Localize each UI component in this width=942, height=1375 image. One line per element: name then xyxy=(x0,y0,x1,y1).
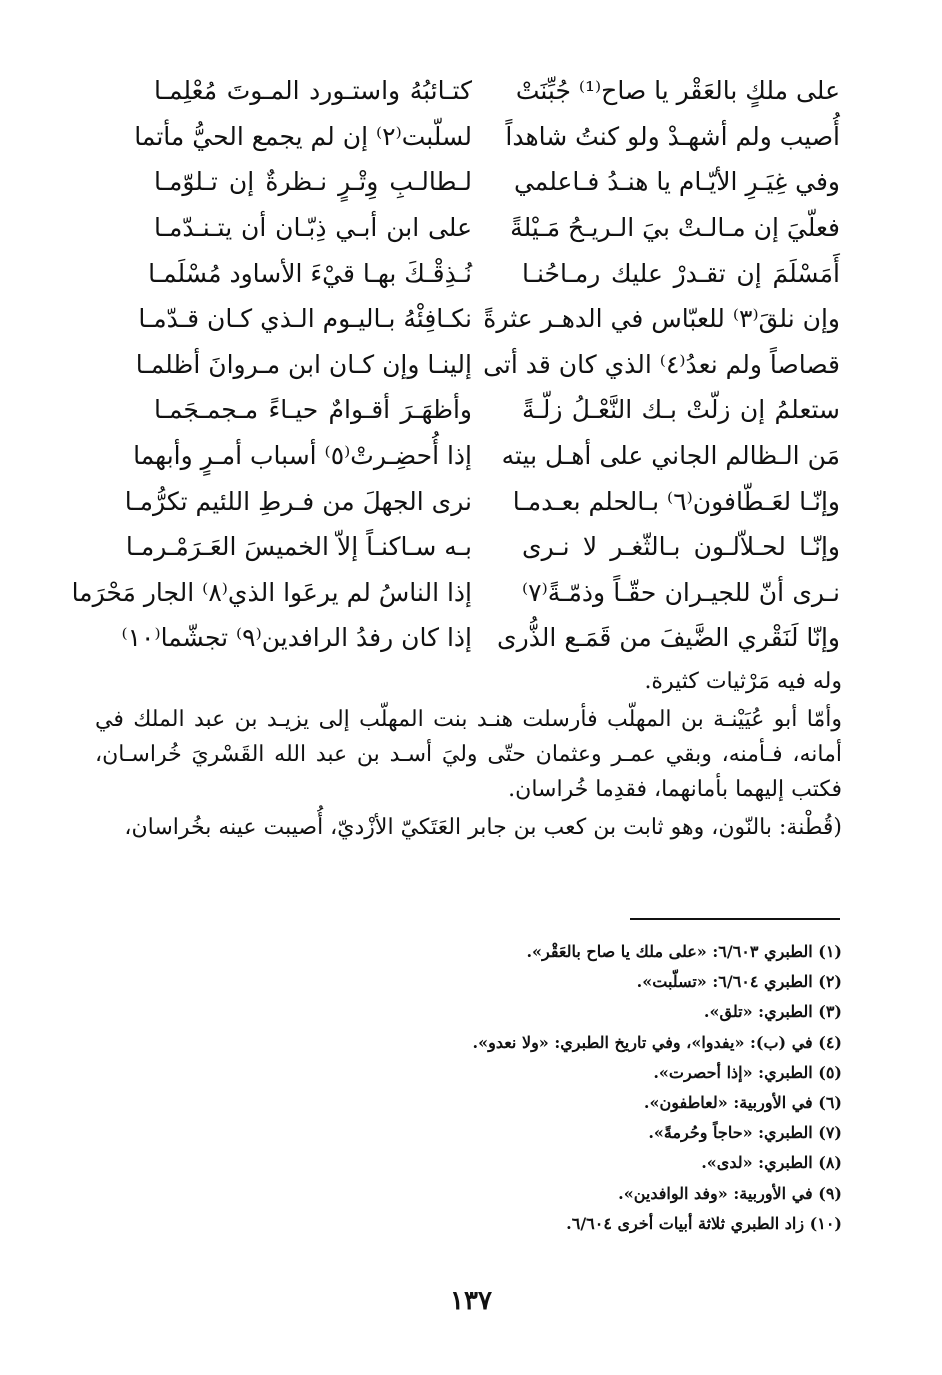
verse xyxy=(135,342,840,388)
verse xyxy=(140,159,840,205)
verse xyxy=(71,570,840,616)
verse-second-half: لسلّبت⁽٢⁾ إن لم يجمع الحيُّ مأتما xyxy=(134,121,472,151)
verse xyxy=(140,387,840,433)
prose-paragraph: (قُطْنة: بالنّون، وهو ثابت بن كعب بن جابر العَتَكيّ الأزْديّ، أُصيبت عينه بخُراسان، xyxy=(124,815,842,840)
verse-second-half: إذا كان رفدُ الرافدين⁽٩⁾ تجشّما⁽١٠⁾ xyxy=(121,623,472,653)
footnote-divider xyxy=(630,918,840,920)
verse xyxy=(134,114,840,160)
verse-first-half: وإنّـا لحـلاّلـون بـالثّغـر لا نـرى xyxy=(522,532,840,562)
verse-second-half: نكـافِئْهُ بـاليـوم الـذي كـان قـدّمـا xyxy=(138,304,472,334)
verse-first-half: نـرى أنّ للجيـران حقّـاً وذمّـةً⁽٧⁾ xyxy=(522,577,840,607)
footnote: (٢) الطبري ٦/٦٠٤: «تسلّبت». xyxy=(636,972,842,992)
prose-paragraph: وأمّا أبو عُيَيْنـة بن المهلّب فأرسلت هنـد بنت المهلّب إلى يزيـد بن عبد الملك في أمانه، فـأمنه، وبقي عمـر وعثمان حتّى وليَ أسـد بن عبد الله القَسْريَ خُراسـان، فكتب إليهما بأمانهما، فقدِما خُراسان. xyxy=(95,707,842,802)
footnotes xyxy=(142,937,842,1239)
verse xyxy=(140,205,840,251)
footnote: (٩) في الأوربية: «وفد الوافدين». xyxy=(618,1183,842,1203)
verse-second-half: إذا الناسُ لم يرعَوا الذي⁽٨⁾ الجار مَحْرَما xyxy=(71,577,472,607)
page-number: ١٣٧ xyxy=(450,1286,492,1316)
verse xyxy=(140,296,840,342)
verse-first-half: وإنّـا لعَـطّافون⁽٦⁾ بـالحلم بعـدمـا xyxy=(512,486,840,516)
footnote: (٧) الطبري: «حاجاً وحُرمةً». xyxy=(648,1123,842,1143)
verse-second-half: كتـائبُهُ واستـورد المـوتَ مُعْلِمـا xyxy=(154,76,472,106)
verse-first-half: ستعلمُ إن زلّتْ بـك النَّعْـلُ زلّـةً xyxy=(522,395,840,425)
verse-first-half: أُصيب ولم أشهـدْ ولو كنتُ شاهداً xyxy=(505,121,840,151)
verse-second-half: نرى الجهلَ من فـرطِ اللئيم تكرُّمـا xyxy=(124,486,472,516)
verse xyxy=(121,615,840,661)
verse-second-half: على ابن أبـي ذِبّـان أن يتـنـدّمـا xyxy=(154,213,472,243)
verse-first-half: وإن نلقَ⁽٣⁾ للعبّاس في الدهـر عثرةً xyxy=(483,304,840,334)
verse-first-half: وفي غِيَـرِ الأيّـام يا هنـدُ فـاعلمي xyxy=(513,167,840,197)
footnote: (٤) في (ب): «يفدوا»، وفي تاريخ الطبري: «ولا نعدو». xyxy=(472,1032,842,1052)
verse-second-half: وأظهَـرَ أقـوامٌ حيـاءً مـجمـجَمـا xyxy=(154,395,472,425)
footnote: (٦) في الأوربية: «لعاطفون». xyxy=(643,1093,842,1113)
verse-first-half: على ملكٍ بالعَقْر يا صاح⁽¹⁾ جُبِّنَتْ xyxy=(515,76,840,106)
footnote: (٣) الطبري: «تلق». xyxy=(703,1002,842,1022)
verse xyxy=(140,68,840,114)
verse-second-half: لـطالـبِ وِتْـرٍ نـظرةٌ إن تـلوّمـا xyxy=(154,167,472,197)
prose-paragraph: وله فيه مَرْثيات كثيرة. xyxy=(644,669,842,694)
footnote: (١) الطبري ٦/٦٠٣: «على ملك يا صاح بالعَقْر». xyxy=(526,942,842,961)
verse-second-half: إلينـا وإن كـان ابن مـروانَ أظلمـا xyxy=(135,349,472,379)
poem xyxy=(71,68,840,661)
verse-second-half: نُـذِقْـكَ بهـا قيْءَ الأساود مُسْلَمـا xyxy=(148,258,472,288)
verse-second-half: بـه سـاكنـاً إلاّ الخميسَ العَـرَمْـرمـا xyxy=(125,532,472,562)
footnote: (٨) الطبري: «لدى». xyxy=(701,1153,842,1173)
verse xyxy=(124,478,840,524)
verse-first-half: قصاصاً ولم نعدُ⁽٤⁾ الذي كان قد أتى xyxy=(483,349,840,379)
verse-first-half: مَن الـظالم الجاني على أهـل بيته xyxy=(501,441,840,471)
verse-first-half: فعلّيَ إن مـالـتْ بيَ الـريـحُ مَـيْلةً xyxy=(510,213,840,243)
verse xyxy=(125,524,840,570)
verse-first-half: أَمَسْلَمَ إن تقـدرْ عليك رمـاحُنـا xyxy=(522,258,840,288)
prose-body xyxy=(95,664,842,845)
footnote: (٥) الطبري: «إذا أحصرت». xyxy=(653,1062,842,1082)
verse xyxy=(133,433,840,479)
verse-first-half: وإنّا لَنَقْري الضَّيفَ من قَمَـع الذُّرى xyxy=(497,623,840,653)
verse-second-half: إذا أُحضِـرتْ⁽٥⁾ أسباب أمـرٍ وأبهما xyxy=(133,441,472,471)
footnote: (١٠) زاد الطبري ثلاثة أبيات أخرى ٦/٦٠٤. xyxy=(566,1213,842,1233)
verse xyxy=(140,250,840,296)
